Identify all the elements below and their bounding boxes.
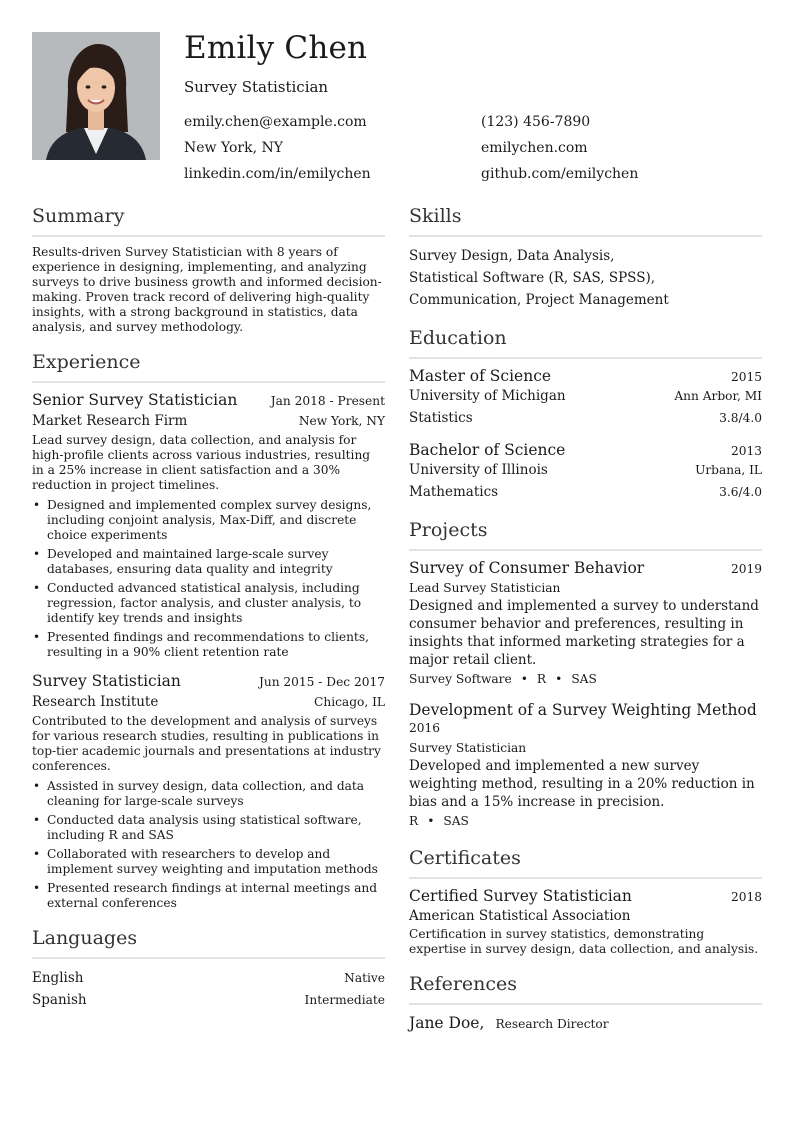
- projects-section: [409, 519, 762, 831]
- skills-line: Communication, Project Management: [409, 292, 669, 308]
- project-item: [409, 559, 762, 689]
- job-title: Survey Statistician: [184, 78, 329, 96]
- references-section: [409, 973, 762, 1032]
- project-item: [409, 701, 762, 831]
- candidate-name: Emily Chen: [184, 30, 368, 66]
- project-role: Lead Survey Statistician: [409, 581, 561, 595]
- project-tags: [409, 811, 762, 831]
- section-title-languages: Languages: [32, 927, 385, 959]
- section-title-references: References: [409, 973, 762, 1005]
- achievement-list: [32, 779, 385, 911]
- project-tag: SAS: [443, 814, 469, 828]
- position-title: Survey Statistician: [32, 672, 181, 690]
- company-location: New York, NY: [298, 414, 385, 428]
- position-description: Lead survey design, data collection, and analysis for high-profile clients across various industries, resulting in a 25% increase in client satisfaction and a 30% reduction in project timelines.: [32, 433, 371, 492]
- achievement-list: [32, 498, 385, 660]
- project-role: Survey Statistician: [409, 741, 527, 755]
- project-tag: R: [536, 672, 547, 686]
- location: New York, NY: [184, 140, 283, 156]
- school-location: Ann Arbor, MI: [674, 389, 762, 403]
- summary-text: Results-driven Survey Statistician with 8 years of experience in designing, implementing, and analyzing surveys to drive business growth and informed decision-making. Proven track record of delivering high-quality insights, with a strong background in statistics, data analysis, and survey methodology.: [32, 245, 382, 334]
- school-name: University of Illinois: [409, 462, 548, 478]
- company-name: Research Institute: [32, 694, 159, 710]
- achievement-item: • Collaborated with researchers to develop and implement survey weighting and imputation methods: [32, 847, 385, 877]
- field-of-study: Mathematics: [409, 484, 499, 500]
- field-of-study: Statistics: [409, 410, 473, 426]
- tag-separator: •: [427, 814, 435, 828]
- section-title-certificates: Certificates: [409, 847, 762, 879]
- project-title: Development of a Survey Weighting Method: [409, 701, 757, 719]
- project-description: Developed and implemented a new survey weighting method, resulting in a 20% reduction in bias and a 15% increase in precision.: [409, 758, 755, 810]
- project-year: 2016: [409, 721, 441, 735]
- summary-section: [32, 205, 385, 335]
- school-location: Urbana, IL: [695, 463, 762, 477]
- degree-name: Bachelor of Science: [409, 441, 566, 459]
- right-column: [409, 205, 762, 1048]
- language-name: English: [32, 970, 84, 986]
- achievement-item: • Developed and maintained large-scale survey databases, ensuring data quality and integrity: [32, 547, 385, 577]
- gpa: 3.8/4.0: [719, 411, 762, 425]
- experience-section: [32, 351, 385, 911]
- project-tag: SAS: [571, 672, 597, 686]
- education-item: [409, 367, 762, 429]
- languages-section: [32, 927, 385, 1011]
- achievement-item: • Designed and implemented complex survey designs, including conjoint analysis, Max-Diff, and discrete choice experiments: [32, 498, 385, 543]
- language-level: Intermediate: [304, 993, 385, 1007]
- certificate-issuer: American Statistical Association: [409, 908, 631, 924]
- section-title-experience: Experience: [32, 351, 385, 383]
- reference-item: [409, 1013, 762, 1032]
- certificate-name: Certified Survey Statistician: [409, 887, 632, 905]
- section-title-education: Education: [409, 327, 762, 359]
- position-dates: Jan 2018 - Present: [270, 394, 385, 408]
- graduation-year: 2013: [730, 444, 762, 458]
- position-dates: Jun 2015 - Dec 2017: [258, 675, 385, 689]
- certificate-item: [409, 887, 762, 957]
- achievement-item: • Presented findings and recommendations to clients, resulting in a 90% client retention rate: [32, 630, 385, 660]
- project-year: 2019: [730, 562, 762, 576]
- project-description: Designed and implemented a survey to understand consumer behavior and preferences, resulting in insights that informed marketing strategies for a major retail client.: [409, 598, 759, 668]
- language-level: Native: [344, 971, 385, 985]
- certificate-description: Certification in survey statistics, demonstrating expertise in survey design, data collection, and analysis.: [409, 927, 759, 956]
- achievement-item: • Assisted in survey design, data collection, and data cleaning for large-scale surveys: [32, 779, 385, 809]
- left-column: [32, 205, 385, 1027]
- github-link[interactable]: github.com/emilychen: [481, 166, 639, 182]
- degree-name: Master of Science: [409, 367, 552, 385]
- tag-separator: •: [555, 672, 563, 686]
- position-description: Contributed to the development and analysis of surveys for various research studies, resulting in publications in top-tier academic journals and presentations at industry conferences.: [32, 714, 381, 773]
- achievement-item: • Presented research findings at internal meetings and external conferences: [32, 881, 385, 911]
- school-name: University of Michigan: [409, 388, 566, 404]
- reference-role: Research Director: [495, 1017, 609, 1031]
- project-tag: Survey Software: [409, 672, 512, 686]
- achievement-item: • Conducted data analysis using statistical software, including R and SAS: [32, 813, 385, 843]
- email-link[interactable]: emily.chen@example.com: [184, 114, 367, 130]
- tag-separator: •: [520, 672, 528, 686]
- linkedin-link[interactable]: linkedin.com/in/emilychen: [184, 166, 371, 182]
- skills-line: Survey Design, Data Analysis,: [409, 248, 615, 264]
- achievement-item: • Conducted advanced statistical analysis, including regression, factor analysis, and cluster analysis, to identify key trends and insights: [32, 581, 385, 626]
- language-item: [32, 989, 385, 1011]
- section-title-summary: Summary: [32, 205, 385, 237]
- education-item: [409, 441, 762, 503]
- certificate-year: 2018: [730, 890, 762, 904]
- experience-item: [32, 672, 385, 911]
- section-title-skills: Skills: [409, 205, 762, 237]
- project-title: Survey of Consumer Behavior: [409, 559, 645, 577]
- education-section: [409, 327, 762, 503]
- graduation-year: 2015: [730, 370, 762, 384]
- skills-line: Statistical Software (R, SAS, SPSS),: [409, 270, 655, 286]
- portrait-image: [32, 32, 160, 160]
- skills-section: [409, 205, 762, 311]
- language-item: [32, 967, 385, 989]
- company-location: Chicago, IL: [314, 695, 385, 709]
- website-link[interactable]: emilychen.com: [481, 140, 588, 156]
- project-tags: [409, 669, 762, 689]
- position-title: Senior Survey Statistician: [32, 391, 238, 409]
- gpa: 3.6/4.0: [719, 485, 762, 499]
- certificates-section: [409, 847, 762, 957]
- reference-name: Jane Doe,: [409, 1014, 485, 1032]
- phone-number[interactable]: (123) 456-7890: [481, 114, 591, 130]
- section-title-projects: Projects: [409, 519, 762, 551]
- language-name: Spanish: [32, 992, 87, 1008]
- company-name: Market Research Firm: [32, 413, 188, 429]
- project-tag: R: [409, 814, 419, 828]
- profile-photo: [32, 32, 160, 160]
- experience-item: [32, 391, 385, 660]
